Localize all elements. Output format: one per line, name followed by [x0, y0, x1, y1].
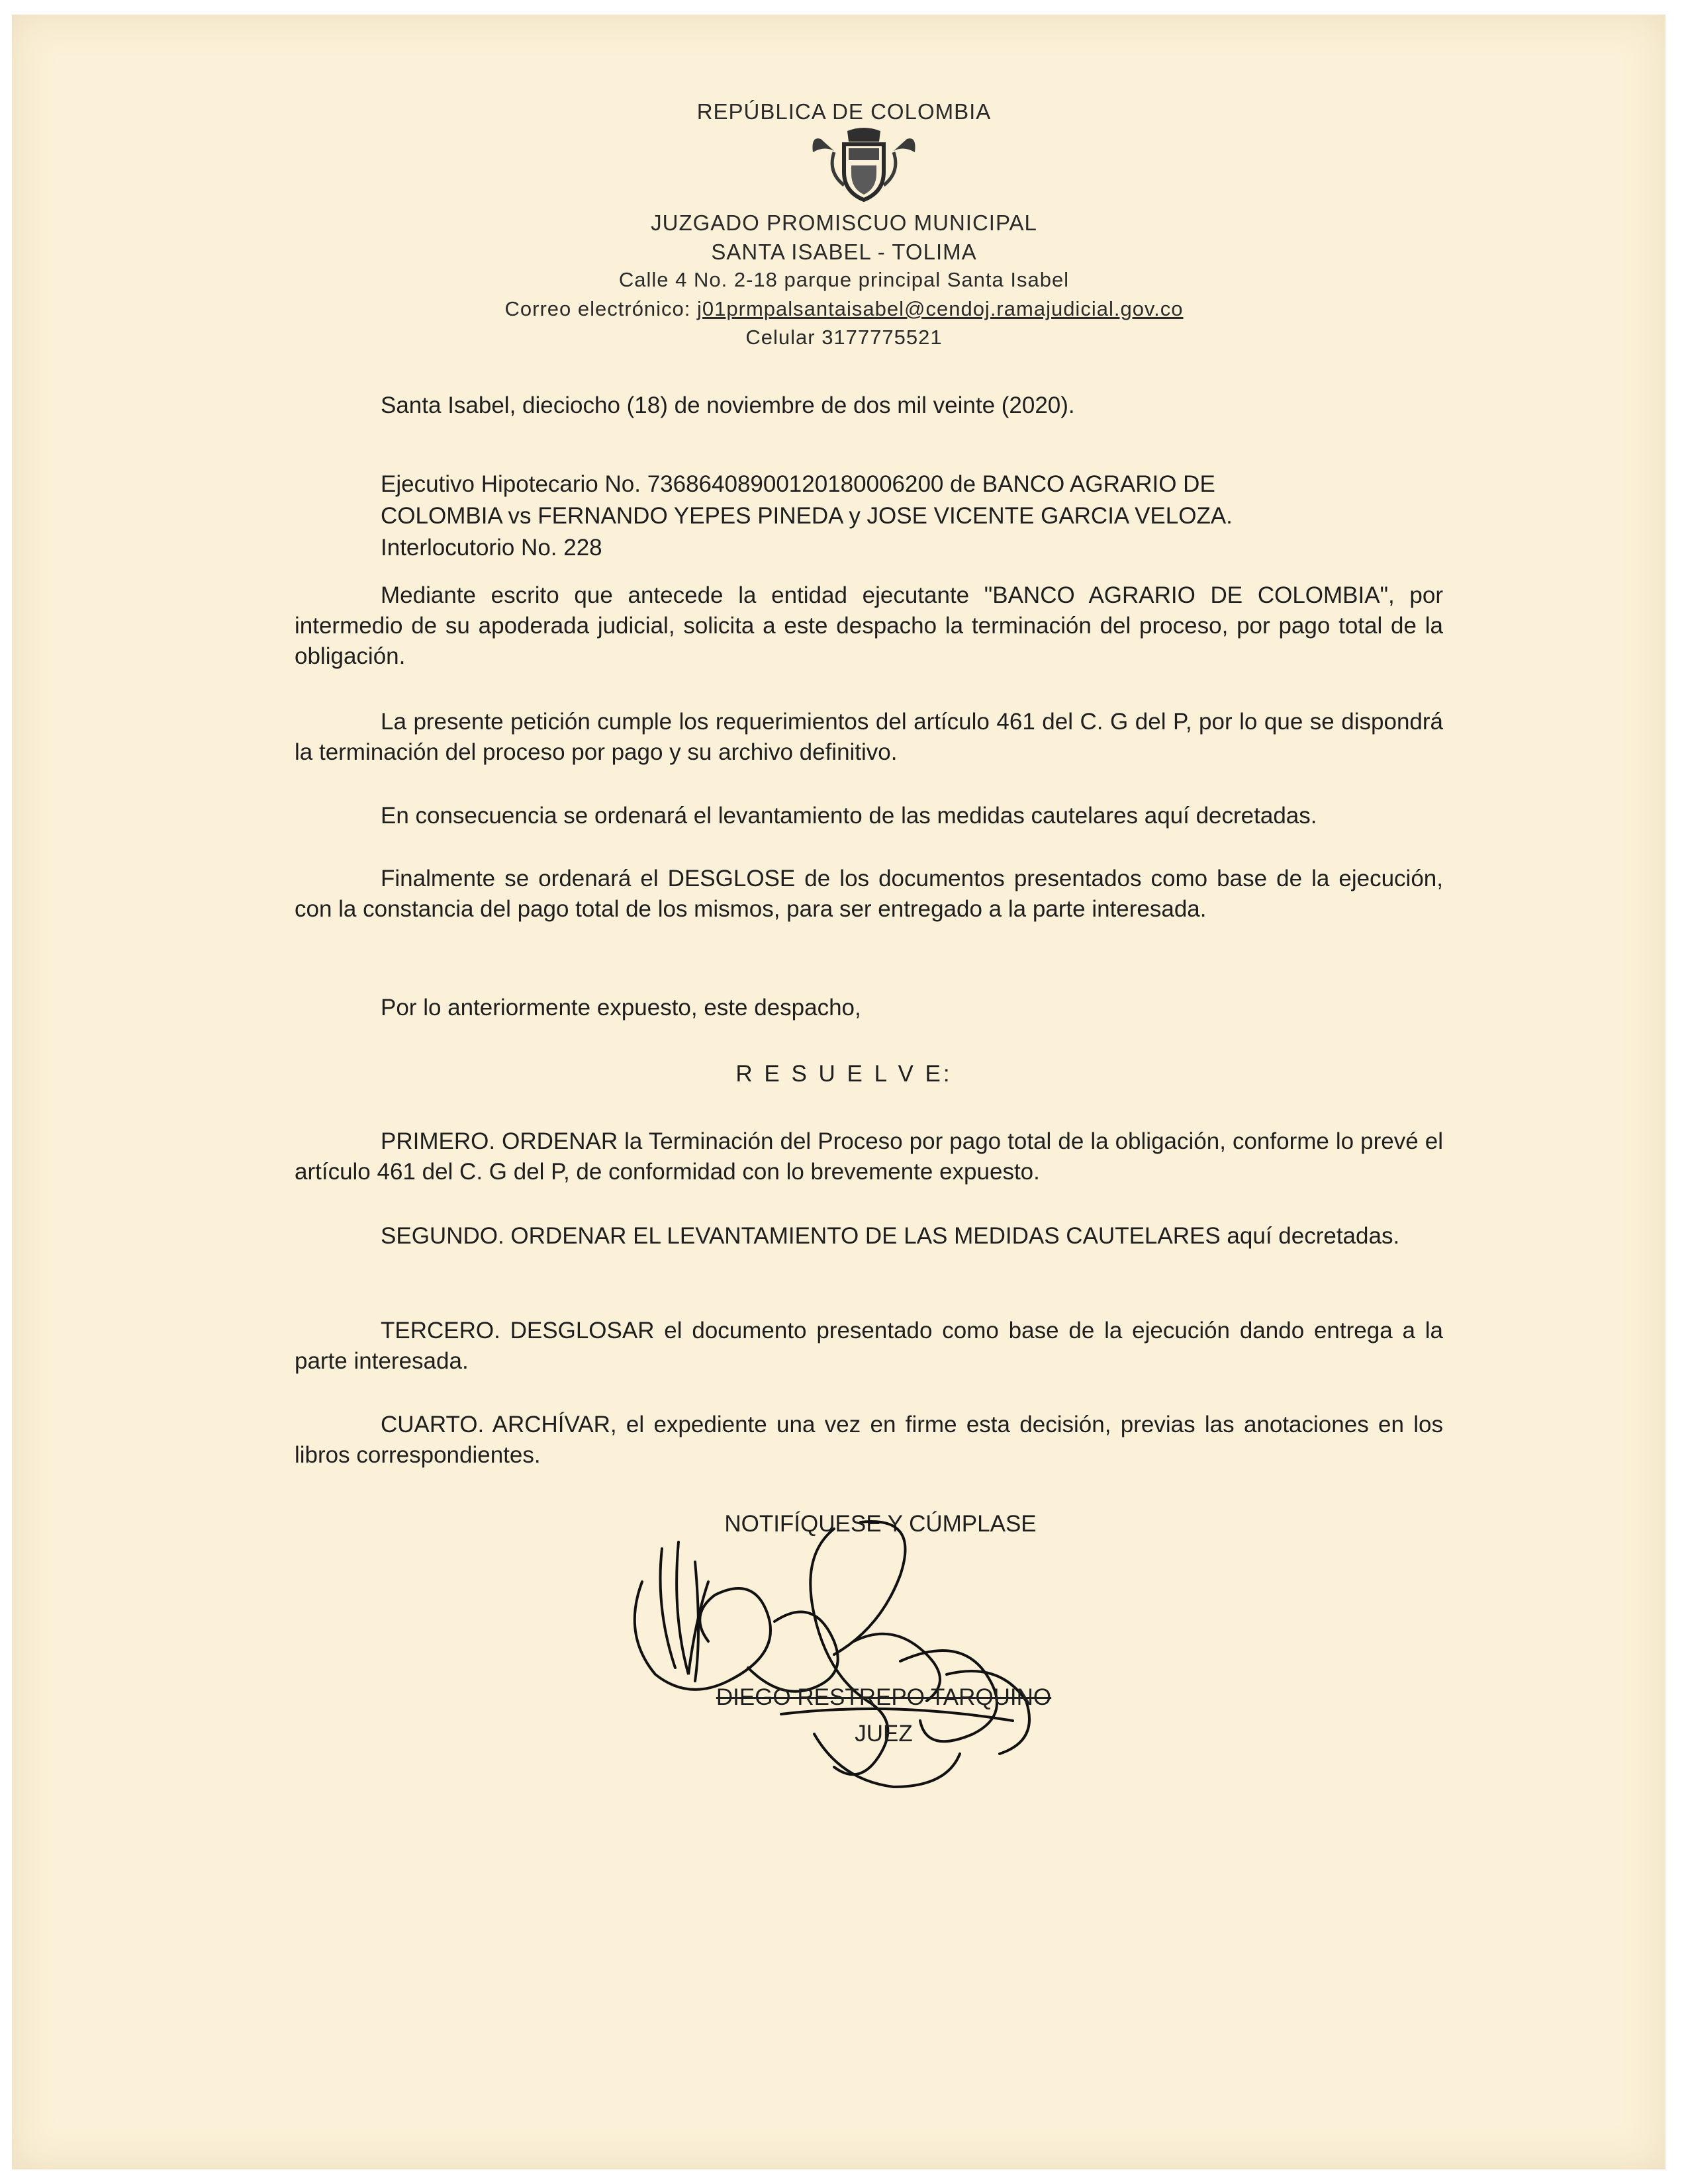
- signer-title: JUEZ: [855, 1721, 913, 1747]
- resolution-second: SEGUNDO. ORDENAR EL LEVANTAMIENTO DE LAS MEDIDAS CAUTELARES aquí decretadas.: [381, 1223, 1400, 1249]
- court-address: Calle 4 No. 2-18 parque principal Santa Isabel: [618, 268, 1070, 291]
- closing-formula: NOTIFÍQUESE Y CÚMPLASE: [724, 1511, 1037, 1537]
- court-location: SANTA ISABEL - TOLIMA: [711, 240, 977, 264]
- email-link[interactable]: j01prmpalsantaisabel@cendoj.ramajudicial.gov.co: [697, 297, 1184, 320]
- date-line: Santa Isabel, dieciocho (18) de noviembre de dos mil veinte (2020).: [381, 392, 1075, 418]
- court-email-line: [0, 297, 1688, 321]
- paragraph-request: Mediante escrito que antecede la entidad ejecutante "BANCO AGRARIO DE COLOMBIA", por intermedio de su apoderada judicial, solicita a este despacho la terminación del proceso, por pago total de la obligación.: [295, 582, 1443, 669]
- country-heading: REPÚBLICA DE COLOMBIA: [696, 99, 992, 124]
- case-reference: [381, 469, 1506, 564]
- resolve-title: R E S U E L V E:: [735, 1061, 953, 1087]
- court-name: JUZGADO PROMISCUO MUNICIPAL: [651, 210, 1037, 235]
- case-line-3: Interlocutorio No. 228: [381, 535, 602, 561]
- court-phone: Celular 3177775521: [745, 326, 943, 349]
- paragraph-exposed: Por lo anteriormente expuesto, este despacho,: [381, 995, 861, 1021]
- signer-name: DIEGO RESTREPO TARQUINO: [716, 1684, 1052, 1710]
- case-line-1: Ejecutivo Hipotecario No. 73686408900120180006200 de BANCO AGRARIO DE: [381, 471, 1215, 497]
- paragraph-requirements: La presente petición cumple los requerimientos del artículo 461 del C. G del P, por lo que se dispondrá la terminación del proceso por pago y su archivo definitivo.: [295, 709, 1443, 765]
- coat-of-arms-icon: [808, 126, 920, 205]
- email-label: Correo electrónico:: [504, 297, 691, 320]
- resolution-first: PRIMERO. ORDENAR la Terminación del Proceso por pago total de la obligación, conforme lo prevé el artículo 461 del C. G del P, de conformidad con lo brevemente expuesto.: [295, 1128, 1443, 1185]
- handwritten-signature: [616, 1502, 1119, 1813]
- resolution-fourth: CUARTO. ARCHÍVAR, el expediente una vez en firme esta decisión, previas las anotaciones en los libros correspondientes.: [295, 1412, 1443, 1468]
- resolution-third: TERCERO. DESGLOSAR el documento presentado como base de la ejecución dando entrega a la parte interesada.: [295, 1318, 1443, 1374]
- paragraph-desglose: Finalmente se ordenará el DESGLOSE de los documentos presentados como base de la ejecución, con la constancia del pago total de los mismos, para ser entregado a la parte interesada.: [295, 866, 1443, 922]
- case-line-2: COLOMBIA vs FERNANDO YEPES PINEDA y JOSE VICENTE GARCIA VELOZA.: [381, 503, 1233, 529]
- paragraph-consequence: En consecuencia se ordenará el levantamiento de las medidas cautelares aquí decretadas.: [381, 803, 1317, 829]
